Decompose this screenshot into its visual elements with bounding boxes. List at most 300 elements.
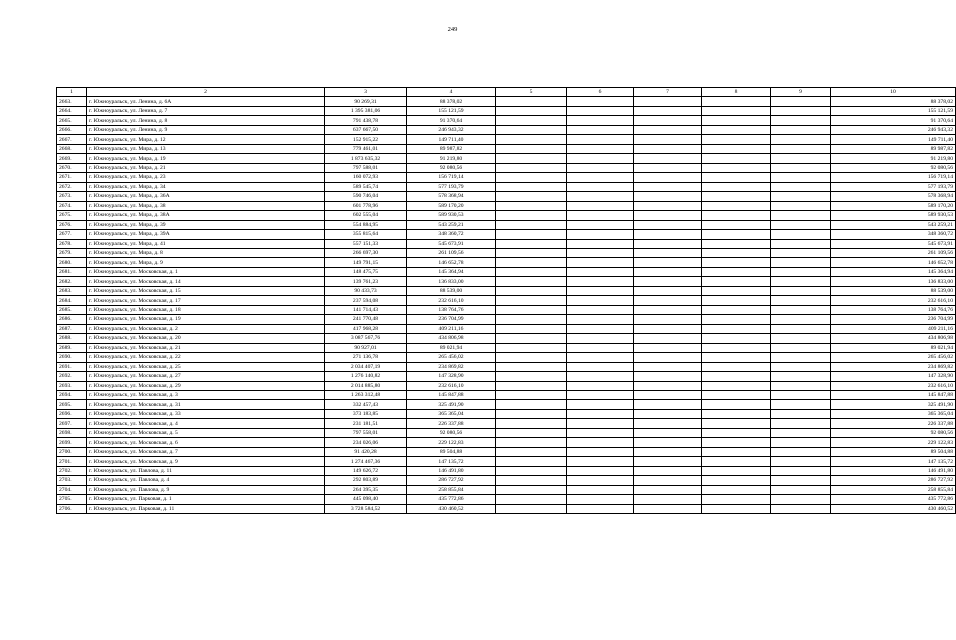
empty-cell [771, 457, 831, 466]
value-cell: 236 704,99 [407, 315, 496, 324]
value-cell: 89 504,88 [407, 447, 496, 456]
value-cell: 90 269,31 [325, 97, 407, 106]
value-cell: 136 833,00 [407, 277, 496, 286]
value-cell: 435 772,86 [407, 495, 496, 504]
empty-cell [702, 248, 771, 257]
empty-cell [567, 353, 634, 362]
value-cell: 2 034 407,19 [325, 362, 407, 371]
row-number-cell: 2706. [57, 504, 87, 513]
empty-cell [702, 267, 771, 276]
value-cell: 232 616,10 [407, 381, 496, 390]
address-cell: г. Южноуральск, ул. Московская, д. 2 [87, 324, 325, 333]
value-cell: 430 460,52 [407, 504, 496, 513]
empty-cell [702, 466, 771, 475]
value-cell: 139 761,23 [325, 277, 407, 286]
empty-cell [702, 353, 771, 362]
value-cell: 1 395 381,06 [325, 106, 407, 115]
empty-cell [496, 296, 567, 305]
empty-cell [702, 286, 771, 295]
empty-cell [634, 296, 702, 305]
address-cell: г. Южноуральск, ул. Московская, д. 7 [87, 447, 325, 456]
empty-cell [702, 97, 771, 106]
empty-cell [634, 485, 702, 494]
empty-cell [771, 239, 831, 248]
table-row [57, 258, 956, 267]
empty-cell [496, 248, 567, 257]
empty-cell [567, 400, 634, 409]
empty-cell [567, 248, 634, 257]
table-row [57, 381, 956, 390]
value-cell: 557 151,33 [325, 239, 407, 248]
empty-cell [567, 334, 634, 343]
empty-cell [702, 315, 771, 324]
row-number-cell: 2667. [57, 135, 87, 144]
value-cell: 88 378,02 [407, 97, 496, 106]
value-cell: 2 014 885,80 [325, 381, 407, 390]
empty-cell [496, 334, 567, 343]
row-number-cell: 2676. [57, 220, 87, 229]
empty-cell [702, 230, 771, 239]
value-cell: 264 395,35 [325, 485, 407, 494]
empty-cell [496, 381, 567, 390]
empty-cell [702, 438, 771, 447]
empty-cell [567, 116, 634, 125]
address-cell: г. Южноуральск, ул. Парковая, д. 11 [87, 504, 325, 513]
empty-cell [634, 315, 702, 324]
address-cell: г. Южноуральск, ул. Мира, д. 21 [87, 163, 325, 172]
table-row [57, 106, 956, 115]
table-row [57, 296, 956, 305]
empty-cell [567, 286, 634, 295]
empty-cell [771, 125, 831, 134]
address-cell: г. Южноуральск, ул. Мира, д. 38А [87, 211, 325, 220]
value-cell: 145 847,88 [407, 391, 496, 400]
address-cell: г. Южноуральск, ул. Ленина, д. 6А [87, 97, 325, 106]
address-cell: г. Южноуральск, ул. Мира, д. 39А [87, 230, 325, 239]
value-cell: 90 927,01 [325, 343, 407, 352]
value-cell: 590 746,04 [325, 192, 407, 201]
empty-cell [771, 495, 831, 504]
empty-cell [567, 258, 634, 267]
empty-cell [634, 324, 702, 333]
row-number-cell: 2671. [57, 173, 87, 182]
value-cell: 3 728 584,52 [325, 504, 407, 513]
value-cell: 88 539,00 [407, 286, 496, 295]
address-cell: г. Южноуральск, ул. Московская, д. 15 [87, 286, 325, 295]
table-row [57, 391, 956, 400]
row-number-cell: 2680. [57, 258, 87, 267]
address-cell: г. Южноуральск, ул. Московская, д. 3 [87, 391, 325, 400]
value-cell: 261 109,56 [407, 248, 496, 257]
row-number-cell: 2677. [57, 230, 87, 239]
table-row [57, 476, 956, 485]
address-cell: г. Южноуральск, ул. Павлова, д. 9 [87, 485, 325, 494]
empty-cell [567, 211, 634, 220]
total-cell: 138 764,76 [831, 305, 956, 314]
empty-cell [771, 163, 831, 172]
row-number-cell: 2679. [57, 248, 87, 257]
table-row [57, 504, 956, 513]
empty-cell [567, 135, 634, 144]
empty-cell [702, 457, 771, 466]
table-row [57, 362, 956, 371]
table-row [57, 144, 956, 153]
table-row [57, 201, 956, 210]
total-cell: 92 080,56 [831, 428, 956, 437]
empty-cell [702, 144, 771, 153]
row-number-cell: 2682. [57, 277, 87, 286]
empty-cell [567, 277, 634, 286]
value-cell: 348 360,72 [407, 230, 496, 239]
row-number-cell: 2670. [57, 163, 87, 172]
total-cell: 261 109,56 [831, 248, 956, 257]
table-row [57, 353, 956, 362]
empty-cell [771, 504, 831, 513]
empty-cell [496, 192, 567, 201]
empty-cell [771, 286, 831, 295]
empty-cell [634, 163, 702, 172]
empty-cell [567, 343, 634, 352]
empty-cell [567, 296, 634, 305]
value-cell: 147 135,72 [407, 457, 496, 466]
address-cell: г. Южноуральск, ул. Ленина, д. 9 [87, 125, 325, 134]
total-cell: 232 616,10 [831, 296, 956, 305]
row-number-cell: 2663. [57, 97, 87, 106]
empty-cell [567, 447, 634, 456]
value-cell: 577 193,79 [407, 182, 496, 191]
value-cell: 91 420,28 [325, 447, 407, 456]
table-row [57, 305, 956, 314]
empty-cell [702, 485, 771, 494]
table-body [57, 97, 956, 514]
value-cell: 149 711,40 [407, 135, 496, 144]
total-cell: 348 360,72 [831, 230, 956, 239]
empty-cell [771, 315, 831, 324]
empty-cell [634, 476, 702, 485]
total-cell: 146 652,78 [831, 258, 956, 267]
address-cell: г. Южноуральск, ул. Мира, д. 34 [87, 182, 325, 191]
total-cell: 325 491,90 [831, 400, 956, 409]
value-cell: 237 594,08 [325, 296, 407, 305]
empty-cell [702, 495, 771, 504]
empty-cell [634, 353, 702, 362]
empty-cell [634, 201, 702, 210]
empty-cell [567, 428, 634, 437]
row-number-cell: 2672. [57, 182, 87, 191]
column-header: 8 [702, 88, 771, 97]
value-cell: 89 021,94 [407, 343, 496, 352]
empty-cell [634, 173, 702, 182]
value-cell: 246 943,32 [407, 125, 496, 134]
total-cell: 89 504,88 [831, 447, 956, 456]
table-row [57, 343, 956, 352]
row-number-cell: 2669. [57, 154, 87, 163]
empty-cell [771, 447, 831, 456]
empty-cell [634, 391, 702, 400]
empty-cell [496, 457, 567, 466]
total-cell: 236 704,99 [831, 315, 956, 324]
value-cell: 445 098,40 [325, 495, 407, 504]
empty-cell [702, 125, 771, 134]
empty-cell [567, 192, 634, 201]
empty-cell [496, 116, 567, 125]
address-cell: г. Южноуральск, ул. Мира, д. 12 [87, 135, 325, 144]
page-number: 249 [447, 26, 458, 33]
value-cell: 601 778,96 [325, 201, 407, 210]
empty-cell [567, 154, 634, 163]
empty-cell [771, 192, 831, 201]
column-header: 5 [496, 88, 567, 97]
empty-cell [702, 381, 771, 390]
empty-cell [702, 220, 771, 229]
total-cell: 89 021,94 [831, 343, 956, 352]
table-row [57, 438, 956, 447]
data-table [56, 87, 956, 514]
empty-cell [634, 286, 702, 295]
table-row [57, 267, 956, 276]
empty-cell [771, 353, 831, 362]
column-header: 2 [87, 88, 325, 97]
empty-cell [634, 457, 702, 466]
empty-cell [496, 362, 567, 371]
address-cell: г. Южноуральск, ул. Московская, д. 1 [87, 267, 325, 276]
total-cell: 286 727,92 [831, 476, 956, 485]
empty-cell [702, 182, 771, 191]
empty-cell [496, 391, 567, 400]
value-cell: 292 803,89 [325, 476, 407, 485]
value-cell: 1 873 635,32 [325, 154, 407, 163]
row-number-cell: 2705. [57, 495, 87, 504]
empty-cell [702, 239, 771, 248]
table-row [57, 248, 956, 257]
value-cell: 365 365,04 [407, 409, 496, 418]
empty-cell [567, 173, 634, 182]
empty-cell [634, 135, 702, 144]
total-cell: 577 193,79 [831, 182, 956, 191]
empty-cell [771, 97, 831, 106]
value-cell: 637 667,50 [325, 125, 407, 134]
total-cell: 258 855,84 [831, 485, 956, 494]
address-cell: г. Южноуральск, ул. Парковая, д. 1 [87, 495, 325, 504]
empty-cell [771, 116, 831, 125]
table-row [57, 400, 956, 409]
empty-cell [567, 485, 634, 494]
table-row [57, 211, 956, 220]
empty-cell [567, 391, 634, 400]
empty-cell [496, 286, 567, 295]
empty-cell [702, 277, 771, 286]
empty-cell [771, 248, 831, 257]
empty-cell [771, 485, 831, 494]
value-cell: 434 806,98 [407, 334, 496, 343]
empty-cell [567, 239, 634, 248]
value-cell: 231 181,51 [325, 419, 407, 428]
address-cell: г. Южноуральск, ул. Мира, д. 9 [87, 258, 325, 267]
total-cell: 92 080,56 [831, 163, 956, 172]
address-cell: г. Южноуральск, ул. Московская, д. 25 [87, 362, 325, 371]
address-cell: г. Южноуральск, ул. Московская, д. 20 [87, 334, 325, 343]
address-cell: г. Южноуральск, ул. Мира, д. 19 [87, 154, 325, 163]
column-header: 6 [567, 88, 634, 97]
empty-cell [771, 230, 831, 239]
address-cell: г. Южноуральск, ул. Московская, д. 27 [87, 372, 325, 381]
value-cell: 138 764,76 [407, 305, 496, 314]
empty-cell [567, 163, 634, 172]
total-cell: 136 833,00 [831, 277, 956, 286]
address-cell: г. Южноуральск, ул. Мира, д. 23 [87, 173, 325, 182]
row-number-cell: 2664. [57, 106, 87, 115]
column-header: 9 [771, 88, 831, 97]
value-cell: 797 558,01 [325, 428, 407, 437]
total-cell: 589 170,20 [831, 201, 956, 210]
total-cell: 246 943,32 [831, 125, 956, 134]
value-cell: 1 274 467,36 [325, 457, 407, 466]
empty-cell [567, 504, 634, 513]
empty-cell [771, 201, 831, 210]
empty-cell [702, 419, 771, 428]
empty-cell [496, 239, 567, 248]
row-number-cell: 2700. [57, 447, 87, 456]
empty-cell [702, 116, 771, 125]
column-header: 4 [407, 88, 496, 97]
address-cell: г. Южноуральск, ул. Ленина, д. 8 [87, 116, 325, 125]
empty-cell [634, 495, 702, 504]
row-number-cell: 2685. [57, 305, 87, 314]
table-row [57, 334, 956, 343]
empty-cell [771, 305, 831, 314]
empty-cell [496, 400, 567, 409]
table-row [57, 372, 956, 381]
row-number-cell: 2666. [57, 125, 87, 134]
empty-cell [771, 267, 831, 276]
empty-cell [634, 230, 702, 239]
empty-cell [634, 381, 702, 390]
total-cell: 589 930,53 [831, 211, 956, 220]
empty-cell [496, 372, 567, 381]
value-cell: 409 211,16 [407, 324, 496, 333]
empty-cell [567, 409, 634, 418]
table-row [57, 495, 956, 504]
empty-cell [567, 201, 634, 210]
empty-cell [771, 391, 831, 400]
empty-cell [634, 154, 702, 163]
header-row [57, 88, 956, 97]
value-cell: 241 770,48 [325, 315, 407, 324]
empty-cell [702, 106, 771, 115]
address-cell: г. Южноуральск, ул. Московская, д. 29 [87, 381, 325, 390]
address-cell: г. Южноуральск, ул. Мира, д. 41 [87, 239, 325, 248]
empty-cell [702, 211, 771, 220]
row-number-cell: 2692. [57, 372, 87, 381]
value-cell: 92 080,56 [407, 428, 496, 437]
value-cell: 147 328,90 [407, 372, 496, 381]
row-number-cell: 2687. [57, 324, 87, 333]
value-cell: 229 122,83 [407, 438, 496, 447]
empty-cell [634, 116, 702, 125]
row-number-cell: 2693. [57, 381, 87, 390]
empty-cell [496, 211, 567, 220]
total-cell: 89 987,82 [831, 144, 956, 153]
empty-cell [496, 305, 567, 314]
total-cell: 265 456,02 [831, 353, 956, 362]
empty-cell [496, 106, 567, 115]
table-row [57, 447, 956, 456]
empty-cell [496, 230, 567, 239]
total-cell: 229 122,83 [831, 438, 956, 447]
empty-cell [702, 409, 771, 418]
empty-cell [634, 305, 702, 314]
empty-cell [567, 267, 634, 276]
address-cell: г. Южноуральск, ул. Московская, д. 19 [87, 315, 325, 324]
empty-cell [567, 466, 634, 475]
empty-cell [634, 362, 702, 371]
table-row [57, 154, 956, 163]
total-cell: 88 539,00 [831, 286, 956, 295]
empty-cell [634, 419, 702, 428]
value-cell: 1 276 140,82 [325, 372, 407, 381]
value-cell: 155 121,59 [407, 106, 496, 115]
table-row [57, 163, 956, 172]
empty-cell [496, 182, 567, 191]
address-cell: г. Южноуральск, ул. Московская, д. 14 [87, 277, 325, 286]
empty-cell [771, 220, 831, 229]
empty-cell [634, 97, 702, 106]
row-number-cell: 2684. [57, 296, 87, 305]
empty-cell [567, 230, 634, 239]
empty-cell [634, 182, 702, 191]
value-cell: 286 727,92 [407, 476, 496, 485]
empty-cell [771, 135, 831, 144]
empty-cell [771, 466, 831, 475]
empty-cell [567, 419, 634, 428]
empty-cell [771, 154, 831, 163]
empty-cell [634, 343, 702, 352]
empty-cell [567, 362, 634, 371]
empty-cell [496, 258, 567, 267]
empty-cell [634, 211, 702, 220]
value-cell: 589 930,53 [407, 211, 496, 220]
value-cell: 578 368,94 [407, 192, 496, 201]
empty-cell [496, 97, 567, 106]
empty-cell [496, 201, 567, 210]
empty-cell [771, 296, 831, 305]
total-cell: 545 673,91 [831, 239, 956, 248]
value-cell: 152 915,22 [325, 135, 407, 144]
empty-cell [567, 220, 634, 229]
address-cell: г. Южноуральск, ул. Московская, д. 18 [87, 305, 325, 314]
empty-cell [496, 125, 567, 134]
value-cell: 265 456,02 [407, 353, 496, 362]
value-cell: 258 855,84 [407, 485, 496, 494]
empty-cell [634, 248, 702, 257]
empty-cell [771, 419, 831, 428]
value-cell: 373 183,85 [325, 409, 407, 418]
row-number-cell: 2697. [57, 419, 87, 428]
table-row [57, 173, 956, 182]
row-number-cell: 2668. [57, 144, 87, 153]
empty-cell [496, 428, 567, 437]
value-cell: 602 555,04 [325, 211, 407, 220]
value-cell: 234 869,82 [407, 362, 496, 371]
empty-cell [496, 419, 567, 428]
empty-cell [496, 466, 567, 475]
row-number-cell: 2694. [57, 391, 87, 400]
empty-cell [567, 438, 634, 447]
row-number-cell: 2681. [57, 267, 87, 276]
empty-cell [496, 173, 567, 182]
empty-cell [634, 504, 702, 513]
empty-cell [702, 476, 771, 485]
